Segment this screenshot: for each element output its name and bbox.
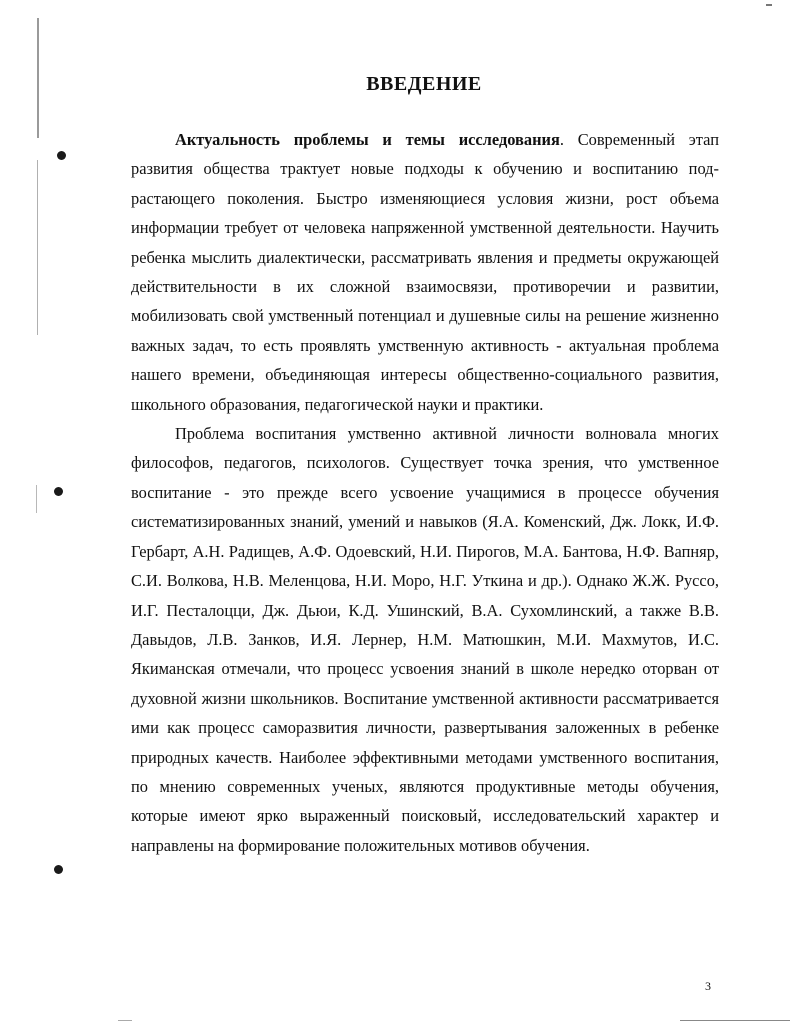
paragraph-lead: Актуальность проблемы и темы исследования bbox=[175, 130, 560, 149]
paragraph-problem bbox=[131, 419, 719, 860]
scan-top-mark bbox=[766, 4, 772, 6]
punch-hole-mark-top bbox=[57, 151, 66, 160]
punch-hole-mark-bottom bbox=[54, 865, 63, 874]
paragraph-relevance bbox=[131, 125, 719, 419]
paragraph-text: . Современный этап развития общества трактует новые подходы к обучению и воспитанию подрастающего поколения. Быстро изменяющиеся условия жизни, рост объема информации требует от человека напряженной умственной деятельности. Научить ребенка мыслить диалектически, рассматривать явления и предметы окружающей действительности в их сложной взаимосвязи, противоречии и развитии, мобилизовать свой умственный потенциал и душевные силы на решение жизненно важных задач, то есть проявлять умственную активность - актуальная проблема нашего времени, объединяющая интересы общественно-социального развития, школьного образования, педагогической науки и практики. bbox=[131, 130, 719, 414]
body-text bbox=[131, 125, 719, 860]
scan-margin-mark bbox=[36, 485, 37, 513]
scan-bottom-line bbox=[680, 1020, 790, 1021]
page-title: ВВЕДЕНИЕ bbox=[366, 73, 482, 95]
paragraph-text: Проблема воспитания умственно активной личности волновала многих философов, педагогов, психологов. Существует точка зрения, что умственное воспитание - это прежде всего усвоение учащимися в процессе обучения систематизированных знаний, умений и навыков (Я.А. Коменский, Дж. Локк, И.Ф. Гербарт, А.Н. Радищев, А.Ф. Одоевский, Н.И. Пирогов, М.А. Бантова, Н.Ф. Вапняр, С.И. Волкова, Н.В. Меленцова, Н.И. Моро, Н.Г. Уткина и др.). Однако Ж.Ж. Руссо, И.Г. Песталоцци, Дж. Дьюи, К.Д. Ушинский, В.А. Сухомлинский, а также В.В. Давыдов, Л.В. Занков, И.Я. Лернер, Н.М. Матюшкин, М.И. Махмутов, И.С. Якиманская отмечали, что процесс усвоения знаний в школе нередко оторван от духовной жизни школьников. Воспитание умственной активности рассматривается ими как процесс саморазвития личности, развертывания заложенных в ребенке природных качеств. Наиболее эффективными методами умственного воспитания, по мнению современных ученых, являются продуктивные методы обучения, которые имеют ярко выраженный поисковый, исследовательский характер и направлены на формирование положительных мотивов обучения. bbox=[131, 424, 719, 855]
punch-hole-mark-middle bbox=[54, 487, 63, 496]
scan-margin-line-lower bbox=[37, 160, 38, 335]
scan-bottom-mark bbox=[118, 1020, 132, 1021]
page-number: 3 bbox=[705, 979, 711, 993]
